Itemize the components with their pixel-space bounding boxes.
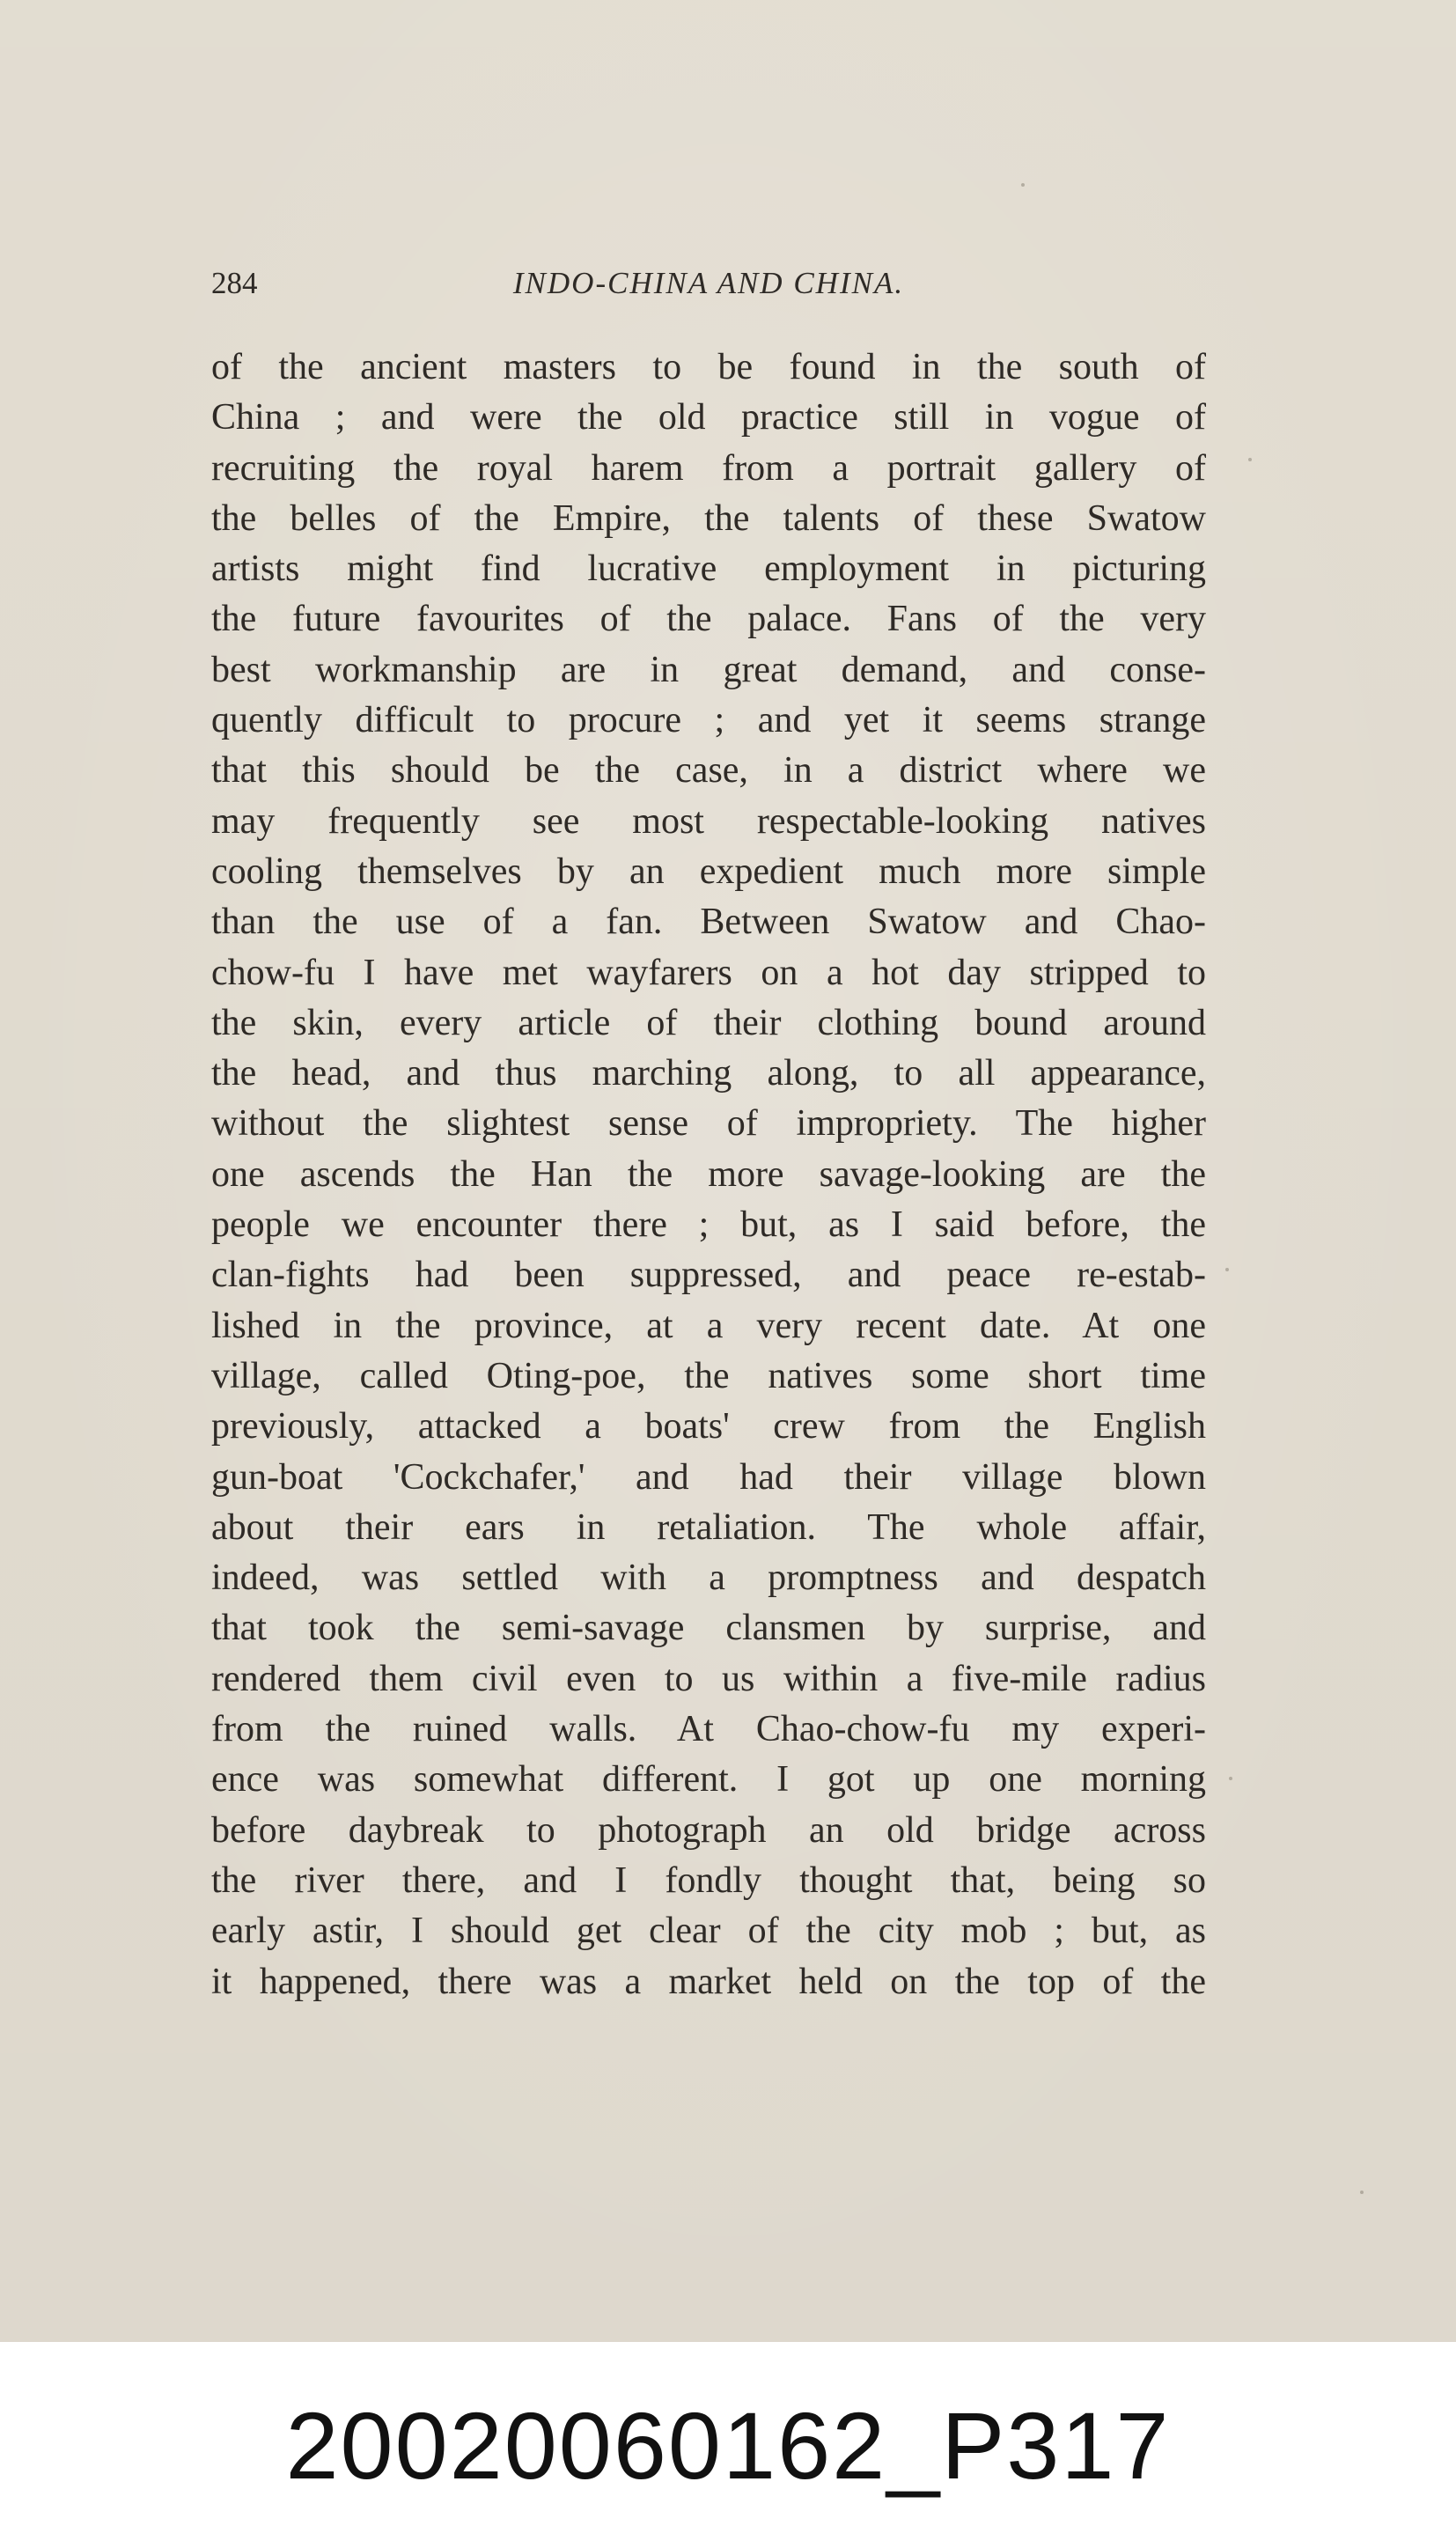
text-line: from the ruined walls. At Chao-chow-fu my experi- [211,1709,1206,1750]
text-line: people we encounter there ; but, as I said before, the [211,1204,1206,1246]
text-line: chow-fu I have met wayfarers on a hot day stripped to [211,952,1206,993]
text-line: early astir, I should get clear of the city mob ; but, as [211,1911,1206,1952]
text-line: that this should be the case, in a district where we [211,750,1206,792]
text-line: ence was somewhat different. I got up one morning [211,1759,1206,1801]
scan-identifier: 20020060162_P317 [0,2342,1456,2548]
text-line: cooling themselves by an expedient much more simple [211,851,1206,892]
text-line: that took the semi-savage clansmen by surprise, and [211,1608,1206,1649]
running-title: INDO-CHINA AND CHINA. [512,266,905,300]
text-line: quently difficult to procure ; and yet it seems strange [211,700,1206,741]
text-line: best workmanship are in great demand, and conse- [211,649,1206,690]
text-line: recruiting the royal harem from a portrait gallery of [211,447,1206,489]
text-line: the head, and thus marching along, to all appearance, [211,1053,1206,1094]
text-line: rendered them civil even to us within a five-mile radius [211,1658,1206,1699]
text-line: than the use of a fan. Between Swatow and Chao- [211,902,1206,943]
paper-speck [1229,1777,1232,1780]
text-line: may frequently see most respectable-looking natives [211,800,1206,842]
text-line: the river there, and I fondly thought that, being so [211,1859,1206,1901]
text-line: village, called Oting-poe, the natives some short time [211,1355,1206,1396]
body-text [211,342,1206,2007]
text-line: clan-fights had been suppressed, and peace re-estab- [211,1255,1206,1296]
text-line: the future favourites of the palace. Fans of the very [211,599,1206,640]
text-line: artists might find lucrative employment in picturing [211,549,1206,590]
text-line: the belles of the Empire, the talents of these Swatow [211,497,1206,539]
text-line: of the ancient masters to be found in the south of [211,347,1206,387]
paper-speck [1248,458,1252,461]
text-line: gun-boat 'Cockchafer,' and had their village blown [211,1456,1206,1498]
text-line: before daybreak to photograph an old bridge across [211,1809,1206,1851]
page-header [211,264,1206,303]
text-line: China ; and were the old practice still in vogue of [211,397,1206,438]
paper-speck [1225,1268,1229,1271]
text-line: about their ears in retaliation. The whole affair, [211,1506,1206,1548]
paper-speck [1360,2191,1364,2194]
text-line: it happened, there was a market held on the top of the [211,1961,1206,2002]
text-line: previously, attacked a boats' crew from the English [211,1406,1206,1447]
text-line: indeed, was settled with a promptness and despatch [211,1558,1206,1599]
text-line: one ascends the Han the more savage-looking are the [211,1153,1206,1195]
paper-speck [1021,183,1025,187]
text-line: lished in the province, at a very recent date. At one [211,1305,1206,1346]
text-line: the skin, every article of their clothing bound around [211,1002,1206,1043]
text-line: without the slightest sense of impropriety. The higher [211,1103,1206,1145]
page-number: 284 [211,266,258,300]
